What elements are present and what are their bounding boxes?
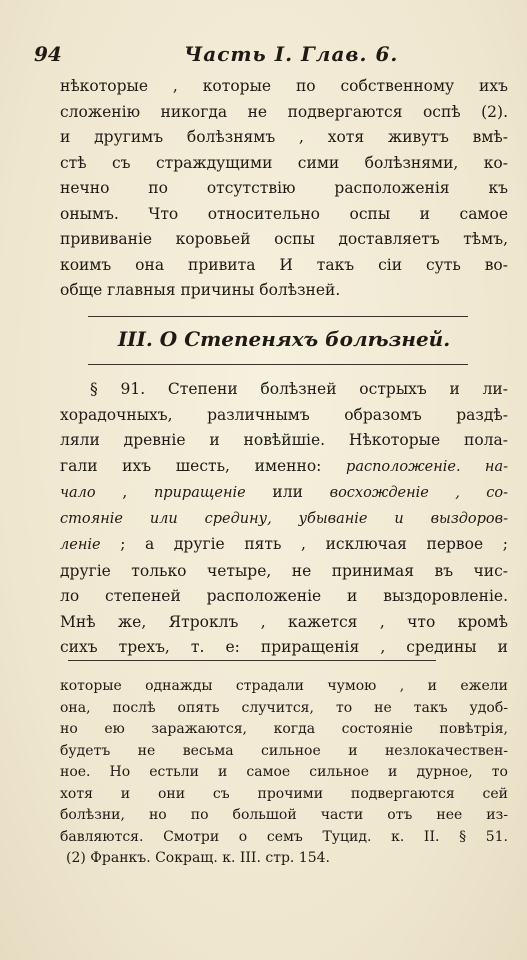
- text-run: ; а другіе пять , исключая первое ;: [100, 535, 508, 553]
- text-line: прививаніе коровьей оспы доставляетъ тѣмъ,: [60, 230, 508, 248]
- text-run: или: [245, 483, 330, 501]
- section-1-text: [60, 74, 508, 304]
- italic-term: приращеніе: [153, 485, 246, 501]
- running-title: Часть I. Глав. 6.: [184, 42, 399, 66]
- footnote-line: хотя и они съ прочими подвергаются сей: [60, 785, 508, 802]
- text-line: хорадочныхъ, различнымъ образомъ раздѣ-: [60, 405, 508, 424]
- italic-term: чало: [60, 485, 96, 501]
- text-run: гали ихъ шесть, именно:: [60, 456, 347, 475]
- footnote-separator: [68, 660, 436, 661]
- text-line: коимъ она привита И такъ сіи суть во-: [60, 255, 508, 274]
- section-heading: III. О Степеняхъ болѣзней.: [117, 327, 451, 351]
- page-number: 94: [34, 42, 62, 66]
- heading-rule-bottom: [88, 364, 468, 365]
- text-line: другіе только четыре, не принимая въ чис-: [60, 561, 508, 580]
- text-run: ,: [95, 483, 154, 501]
- italic-term: расположеніе. на-: [346, 458, 508, 475]
- heading-rule-top: [88, 316, 468, 317]
- footnote-line: болѣзни, но по большой части отъ нее из-: [60, 807, 508, 823]
- footnote-line: ное. Но естьли и самое сильное и дурное, то: [60, 764, 508, 780]
- text-line: Мнѣ же, Ятроклъ , кажется , что кромѣ: [60, 612, 508, 631]
- footnote-line: которые однажды страдали чумою , и ежели: [60, 678, 508, 694]
- text-line: [60, 454, 508, 481]
- footnote-line: будетъ не весьма сильное и незлокачествен-: [60, 742, 508, 759]
- footnote-reference: (2) Франкъ. Сокращ. к. III. стр. 154.: [66, 850, 330, 866]
- footnote-block: [60, 676, 508, 870]
- text-line: онымъ. Что относительно оспы и самое: [60, 204, 508, 223]
- text-line: стѣ съ страждущими сими болѣзнями, ко-: [60, 153, 508, 172]
- text-line: § 91. Степени болѣзней острыхъ и ли-: [90, 380, 508, 398]
- text-line: [60, 480, 508, 507]
- footnote-line: но ею заражаются, когда состояніе повѣтрія,: [60, 721, 508, 737]
- footnote-line: бавляются. Смотри о семъ Туцид. к. II. § 51.: [60, 828, 508, 845]
- section-2-text: [60, 377, 508, 661]
- italic-term: леніе: [60, 537, 101, 553]
- text-line: ло степеней расположеніе и выздоровленіе.: [60, 587, 508, 605]
- italic-term: восхожденіе , со-: [329, 485, 508, 501]
- text-line: ляли древніе и новѣйшіе. Нѣкоторые пола-: [60, 431, 508, 449]
- text-line: нечно по отсутствію расположенія къ: [60, 179, 508, 197]
- page-header: [34, 42, 499, 70]
- text-line: нѣкоторые , которые по собственному ихъ: [60, 77, 508, 95]
- footnote-line: она, послѣ опять случится, то не такъ удоб-: [60, 699, 508, 716]
- text-line: сихъ трехъ, т. е: приращенія , средины и: [60, 638, 508, 656]
- text-line: стояніе или средину, убываніе и выздоров-: [60, 510, 508, 527]
- text-line: [60, 532, 508, 559]
- text-line: обще главныя причины болѣзней.: [60, 281, 341, 299]
- text-line: и другимъ болѣзнямъ , хотя живутъ вмѣ-: [60, 128, 508, 146]
- text-line: сложенію никогда не подвергаются оспѣ (2).: [60, 102, 508, 121]
